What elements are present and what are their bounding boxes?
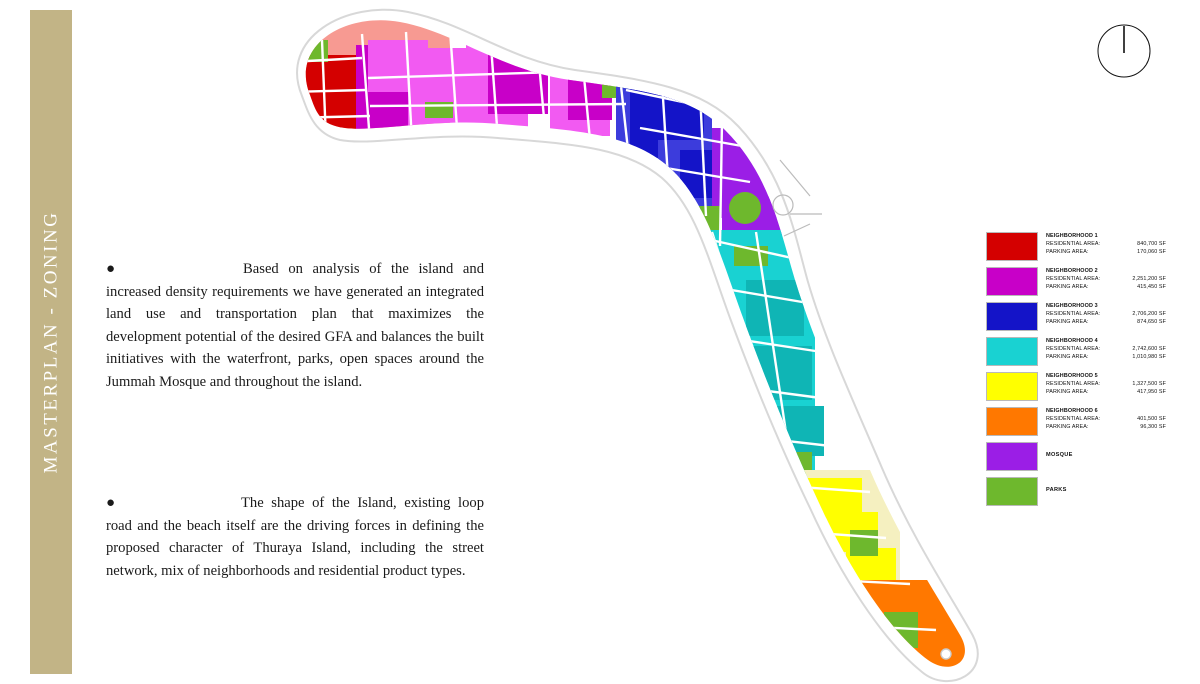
legend-label: NEIGHBORHOOD 1 xyxy=(1046,233,1098,239)
bullet-icon: ● xyxy=(106,495,120,511)
legend-parking-label: PARKING AREA: xyxy=(1046,318,1089,325)
page-title-text: MASTERPLAN - ZONING xyxy=(40,210,62,474)
legend-residential-label: RESIDENTIAL AREA: xyxy=(1046,345,1101,352)
legend-parking-value: 96,300 SF xyxy=(1140,423,1166,430)
island-tip-marker xyxy=(941,649,951,659)
legend-parking-value: 170,060 SF xyxy=(1137,248,1166,255)
legend-parking-value: 874,650 SF xyxy=(1137,318,1166,325)
legend-label: NEIGHBORHOOD 3 xyxy=(1046,303,1098,309)
legend-parking-label: PARKING AREA: xyxy=(1046,388,1089,395)
zone-neighborhood-4 xyxy=(746,280,804,336)
legend-item xyxy=(986,267,1166,295)
zone-park xyxy=(729,192,761,224)
island-zones xyxy=(250,0,982,680)
legend-item xyxy=(986,232,1166,260)
legend-residential-value: 401,500 SF xyxy=(1137,415,1166,422)
legend-label: NEIGHBORHOOD 5 xyxy=(1046,373,1098,379)
character-paragraph-text: The shape of the Island, existing loop road and the beach itself are the driving forces in defining the proposed character of Thuraya Island, including the street network, mix of neighborhoods and residential product types. xyxy=(106,495,484,579)
legend-item xyxy=(986,337,1166,365)
legend-residential-value: 840,700 SF xyxy=(1137,240,1166,247)
legend-residential-label: RESIDENTIAL AREA: xyxy=(1046,310,1101,317)
zone-park xyxy=(850,530,878,556)
legend-parking-value: 415,450 SF xyxy=(1137,283,1166,290)
legend-residential-label: RESIDENTIAL AREA: xyxy=(1046,415,1101,422)
legend-item xyxy=(986,477,1166,505)
legend-parking-value: 1,010,980 SF xyxy=(1132,353,1166,360)
legend-label: PARKS xyxy=(1046,487,1067,493)
legend-item xyxy=(986,372,1166,400)
legend-parking-value: 417,950 SF xyxy=(1137,388,1166,395)
legend-parking-label: PARKING AREA: xyxy=(1046,283,1089,290)
legend xyxy=(986,232,1166,512)
legend-parking-label: PARKING AREA: xyxy=(1046,248,1089,255)
legend-residential-label: RESIDENTIAL AREA: xyxy=(1046,380,1101,387)
legend-residential-label: RESIDENTIAL AREA: xyxy=(1046,275,1101,282)
legend-item xyxy=(986,442,1166,470)
analysis-paragraph-text: Based on analysis of the island and increased density requirements we have generated an integrated land use and transportation plan that maximizes the development potential of the desired GFA and balances the built initiatives with the waterfront, parks, open spaces around the Jummah Mosque and throughout the island. xyxy=(106,261,484,391)
legend-parking-label: PARKING AREA: xyxy=(1046,423,1089,430)
legend-label: NEIGHBORHOOD 4 xyxy=(1046,338,1098,344)
legend-label: NEIGHBORHOOD 6 xyxy=(1046,408,1098,414)
bullet-icon: ● xyxy=(106,261,122,277)
legend-parking-label: PARKING AREA: xyxy=(1046,353,1089,360)
legend-residential-value: 2,251,200 SF xyxy=(1132,275,1166,282)
legend-item xyxy=(986,302,1166,330)
legend-residential-value: 1,327,500 SF xyxy=(1132,380,1166,387)
legend-residential-label: RESIDENTIAL AREA: xyxy=(1046,240,1101,247)
legend-residential-value: 2,742,600 SF xyxy=(1132,345,1166,352)
legend-label: MOSQUE xyxy=(1046,452,1073,458)
thuraya-island-zoning-map xyxy=(250,0,1010,684)
legend-label: NEIGHBORHOOD 2 xyxy=(1046,268,1098,274)
north-arrow-icon xyxy=(1095,22,1153,80)
legend-item xyxy=(986,407,1166,435)
page-title xyxy=(30,10,72,674)
legend-residential-value: 2,706,200 SF xyxy=(1132,310,1166,317)
